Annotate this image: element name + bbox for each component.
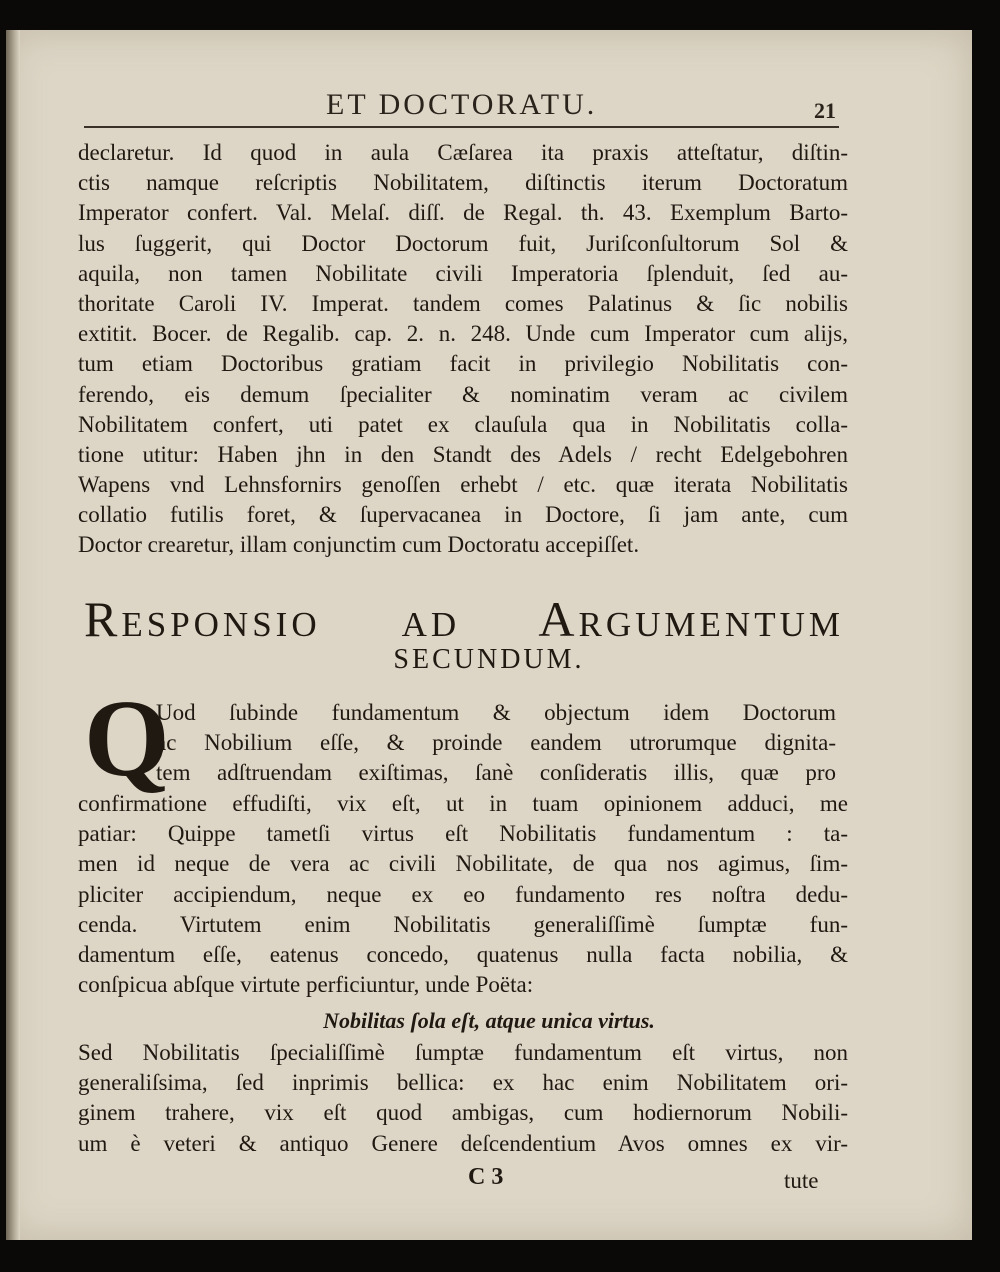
signature-mark: C 3: [468, 1164, 504, 1190]
text-line: aquila, non tamen Nobilitate civili Imperatoria ſplenduit, ſed au-: [78, 260, 848, 286]
text-line: ac Nobilium eſſe, & proinde eandem utrorumque dignita-: [156, 730, 836, 756]
text-line: cenda. Virtutem enim Nobilitatis generaliſſimè ſumptæ fun-: [78, 911, 848, 937]
header-rule: [84, 126, 839, 128]
text-line: tione utitur: Haben jhn in den Standt des Adels / recht Edelgebohren: [78, 441, 848, 467]
page-header: [6, 88, 972, 128]
text-line: tem adſtruendam exiſtimas, ſanè conſideratis illis, quæ pro: [156, 760, 836, 786]
text-line: confirmatione effudiſti, vix eſt, ut in tuam opinionem adduci, me: [78, 791, 848, 816]
drop-cap: [84, 677, 170, 799]
text-line: generaliſsima, ſed inprimis bellica: ex hac enim Nobilitatem ori-: [78, 1070, 848, 1096]
paragraph-2: [78, 789, 848, 1000]
paragraph-1: [78, 138, 848, 561]
text-line: patiar: Quippe tametſi virtus eſt Nobilitatis fundamentum : ta-: [78, 821, 848, 847]
section-subheading: SECUNDUM.: [393, 644, 585, 675]
text-line: thoritate Caroli IV. Imperat. tandem comes Palatinus & ſic nobilis: [78, 290, 848, 316]
paragraph-2-opening: [156, 698, 836, 789]
drop-cap-letter: Q: [84, 677, 170, 799]
text-line: ferendo, eis demum ſpecialiter & nominatim veram ac civilem: [78, 381, 848, 407]
text-line: damentum eſſe, eatenus concedo, quatenus nulla facta nobilia, &: [78, 941, 848, 967]
text-line: Doctor crearetur, illam conjunctim cum Doctoratu accepiſſet.: [78, 532, 640, 558]
book-page: [6, 30, 972, 1240]
verse-quote: Nobilitas ſola eſt, atque unica virtus.: [323, 1008, 655, 1033]
text-line: Imperator confert. Val. Melaſ. diſſ. de Regal. th. 43. Exemplum Barto-: [78, 200, 848, 226]
text-line: ginem trahere, vix eſt quod ambigas, cum hodiernorum Nobili-: [78, 1100, 848, 1126]
text-line: Uod ſubinde fundamentum & objectum idem Doctorum: [156, 700, 836, 725]
text-line: tum etiam Doctoribus gratiam facit in privilegio Nobilitatis con-: [78, 351, 848, 377]
running-title: ET DOCTORATU.: [326, 88, 598, 121]
text-line: um è veteri & antiquo Genere deſcendentium Avos omnes ex vir-: [78, 1130, 848, 1156]
text-line: Nobilitatem confert, uti patet ex clauſula qua in Nobilitatis colla-: [78, 411, 848, 437]
catchword: tute: [784, 1168, 819, 1193]
text-line: lus ſuggerit, qui Doctor Doctorum fuit, Juriſconſultorum Sol &: [78, 230, 848, 256]
paragraph-3: [78, 1038, 848, 1159]
page-number: 21: [814, 98, 836, 123]
text-line: ctis namque reſcriptis Nobilitatem, diſtinctis iterum Doctoratum: [78, 170, 848, 196]
text-line: conſpicua abſque virtute perficiuntur, unde Poëta:: [78, 972, 534, 998]
text-line: extitit. Bocer. de Regalib. cap. 2. n. 248. Unde cum Imperator cum alijs,: [78, 321, 848, 347]
page-gutter: [6, 30, 20, 1240]
text-line: collatio futilis foret, & ſupervacanea in Doctore, ſi jam ante, cum: [78, 502, 848, 528]
text-line: Sed Nobilitatis ſpecialiſſimè ſumptæ fundamentum eſt virtus, non: [78, 1040, 848, 1065]
text-line: declaretur. Id quod in aula Cæſarea ita praxis atteſtatur, diſtin-: [78, 140, 848, 165]
text-line: men id neque de vera ac civili Nobilitate, de qua nos agimus, ſim-: [78, 851, 848, 877]
text-line: Wapens vnd Lehnsfornirs genoſſen erhebt / etc. quæ iterata Nobilitatis: [78, 472, 848, 498]
section-heading: Responsio ad Argumentum: [84, 591, 844, 647]
text-line: pliciter accipiendum, neque ex eo fundamento res noſtra dedu-: [78, 881, 848, 907]
